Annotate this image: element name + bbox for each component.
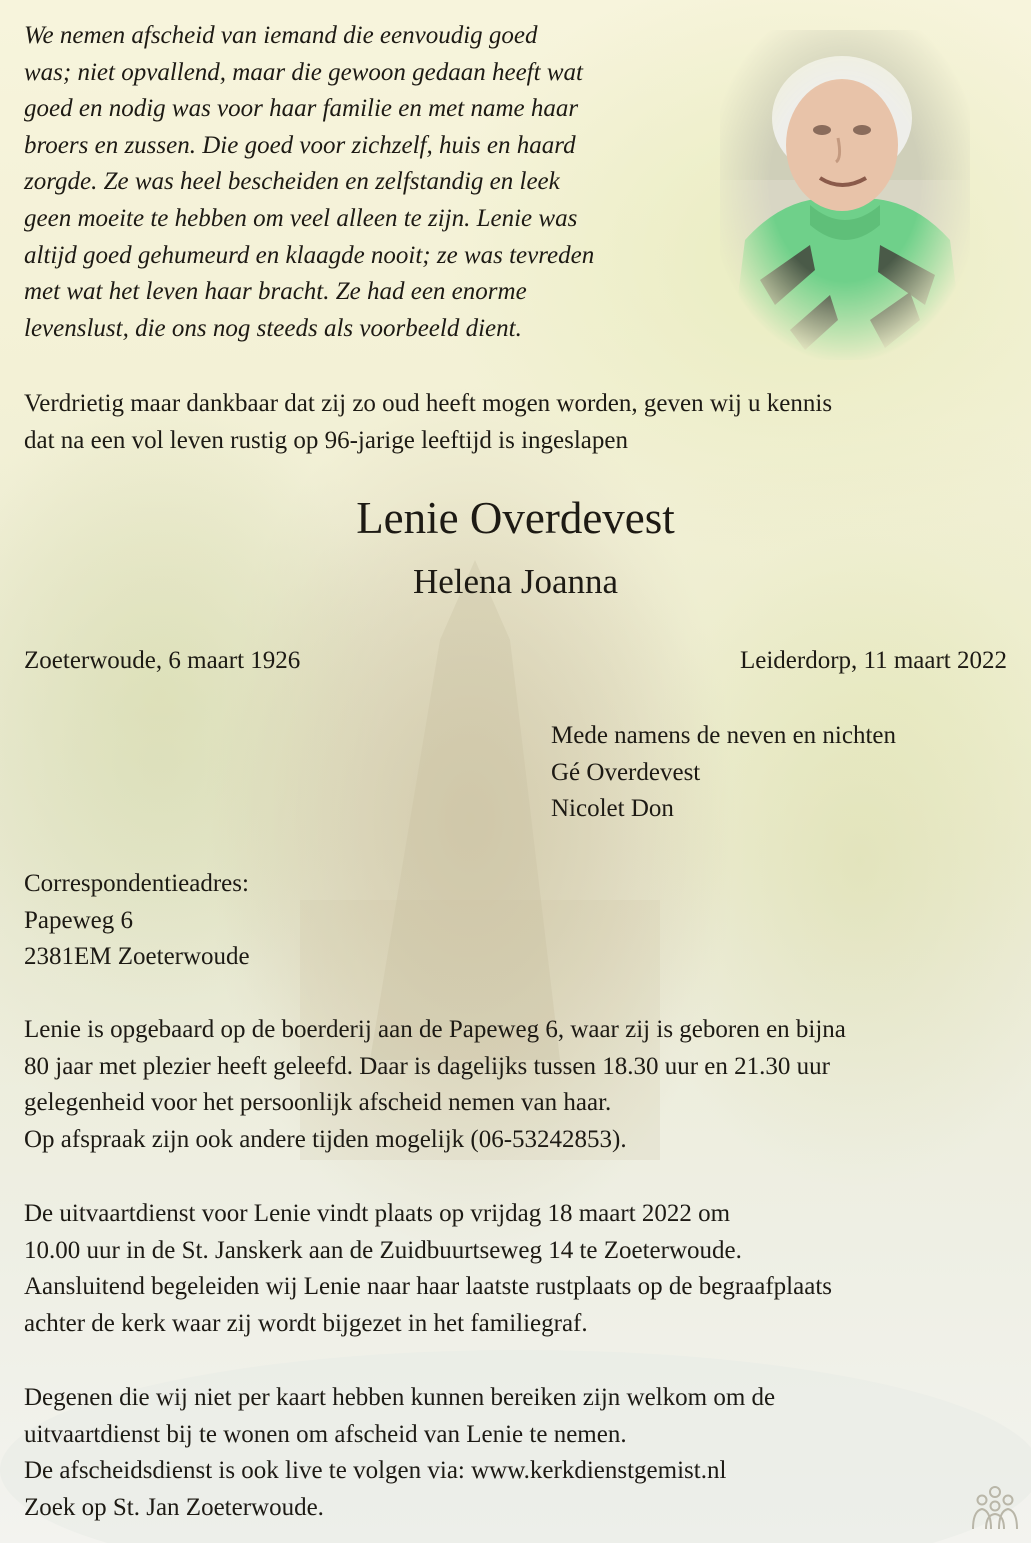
family-signatories <box>551 718 896 828</box>
family-line: Nicolet Don <box>551 795 674 823</box>
correspondence-address <box>24 866 250 976</box>
paragraph-line: 10.00 uur in de St. Janskerk aan de Zuidbuurtseweg 14 te Zoeterwoude. <box>24 1236 742 1264</box>
paragraph-line: uitvaartdienst bij te wonen om afscheid van Lenie te nemen. <box>24 1420 627 1448</box>
poem-line: broers en zussen. Die goed voor zichzelf, huis en haard <box>24 131 576 159</box>
paragraph-line: De afscheidsdienst is ook live te volgen via: www.kerkdienstgemist.nl <box>24 1457 727 1485</box>
paragraph-line: Op afspraak zijn ook andere tijden mogelijk (06-53242853). <box>24 1125 627 1153</box>
paragraph-line: Lenie is opgebaard op de boerderij aan de Papeweg 6, waar zij is geboren en bijna <box>24 1016 846 1043</box>
paragraph-line: 80 jaar met plezier heeft geleefd. Daar is dagelijks tussen 18.30 uur en 21.30 uur <box>24 1052 830 1080</box>
death-place-date: Leiderdorp, 11 maart 2022 <box>739 647 1007 674</box>
paragraph-line: achter de kerk waar zij wordt bijgezet in het familiegraf. <box>24 1309 588 1337</box>
livestream-paragraph <box>24 1380 775 1526</box>
intro-line: dat na een vol leven rustig op 96-jarige leeftijd is ingeslapen <box>24 426 628 454</box>
poem-line: levenslust, die ons nog steeds als voorbeeld dient. <box>24 314 522 342</box>
birth-place-date: Zoeterwoude, 6 maart 1926 <box>24 647 301 674</box>
paragraph-line: De uitvaartdienst voor Lenie vindt plaats op vrijdag 18 maart 2022 om <box>24 1200 731 1227</box>
funeral-service-paragraph <box>24 1196 832 1342</box>
paragraph-line: Degenen die wij niet per kaart hebben kunnen bereiken zijn welkom om de <box>24 1384 776 1411</box>
family-line: Mede namens de neven en nichten <box>551 722 897 749</box>
poem-line: geen moeite te hebben om veel alleen te zijn. Lenie was <box>24 204 578 232</box>
viewing-paragraph <box>24 1012 846 1158</box>
address-line: 2381EM Zoeterwoude <box>24 943 250 971</box>
address-line: Correspondentieadres: <box>24 870 249 897</box>
poem-line: met wat het leven haar bracht. Ze had een enorme <box>24 278 527 306</box>
paragraph-line: Aansluitend begeleiden wij Lenie naar haar laatste rustplaats op de begraafplaats <box>24 1273 832 1301</box>
poem-line: We nemen afscheid van iemand die eenvoudig goed <box>24 22 538 49</box>
poem-line: goed en nodig was voor haar familie en met name haar <box>24 95 579 123</box>
deceased-birth-name: Helena Joanna <box>412 562 619 601</box>
intro-line: Verdrietig maar dankbaar dat zij zo oud heeft mogen worden, geven wij u kennis <box>24 390 833 417</box>
family-line: Gé Overdevest <box>551 758 701 786</box>
memorial-poem <box>24 18 594 347</box>
paragraph-line: gelegenheid voor het persoonlijk afscheid nemen van haar. <box>24 1089 612 1117</box>
people-group-icon <box>968 1485 1022 1531</box>
announcement-intro <box>24 386 832 459</box>
deceased-name: Lenie Overdevest <box>356 493 675 543</box>
poem-line: altijd goed gehumeurd en klaagde nooit; ze was tevreden <box>24 241 595 269</box>
address-line: Papeweg 6 <box>24 906 133 934</box>
poem-line: was; niet opvallend, maar die gewoon gedaan heeft wat <box>24 58 583 86</box>
paragraph-line: Zoek op St. Jan Zoeterwoude. <box>24 1493 324 1521</box>
poem-line: zorgde. Ze was heel bescheiden en zelfstandig en leek <box>24 168 560 196</box>
portrait-photo <box>720 30 970 360</box>
